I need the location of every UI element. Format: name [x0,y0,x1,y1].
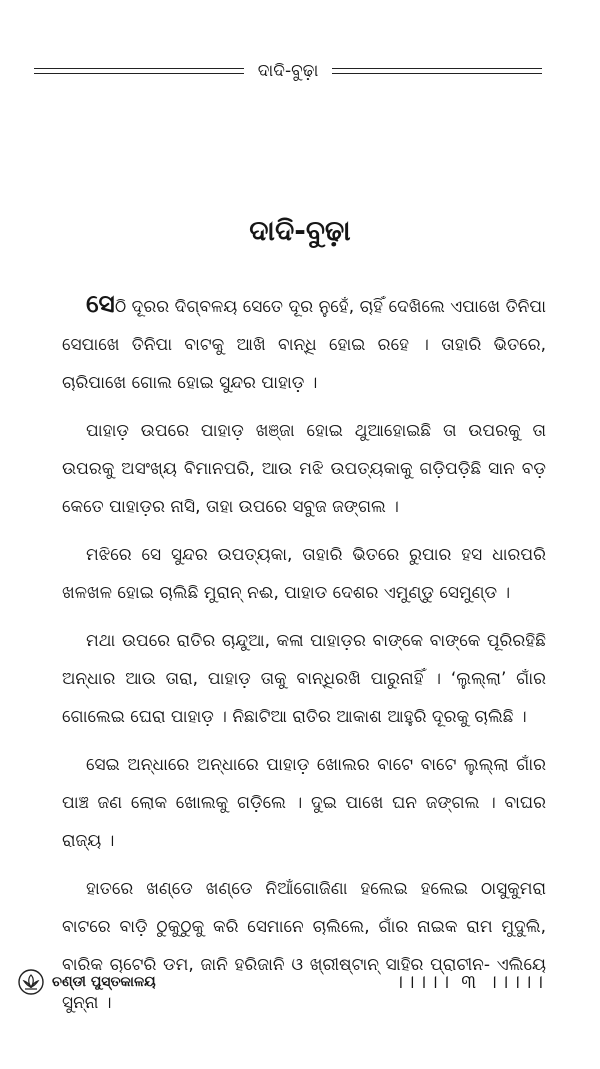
paragraph-text: ମଥା ଉପରେ ରାତିର ଚାନ୍ଦୁଆ, କଳା ପାହାଡ଼ର ବାଙ୍କେ ବାଙ୍କେ ପୂରିରହିଛି ଅନ୍ଧାର ଆଉ ତାରା, ପାହାଡ଼ ତାକୁ ବାନ୍ଧିରଖି ପାରୁନାହିଁ । ‘ଲୁଲ୍ଲା’ ଗାଁର ଗୋଲେଇ ଘେରା ପାହାଡ଼ । ନିଛାଟିଆ ରାତିର ଆକାଶ ଆହୁରି ଦୂରକୁ ଚାଲିଛି । [62,631,546,727]
chapter-title: ଦାଦି-ବୁଢ଼ା [249,214,351,247]
body-text [62,285,546,1032]
paragraph-text: ଠି ଦୂରର ଦିଗ୍‌ବଳୟ ସେତେ ଦୂର ନୁହେଁ, ଚାହିଁ ଦେଖିଲେ ଏପାଖେ ତିନିପା ସେପାଖେ ତିନିପା ବାଟକୁ ଆଖି ବାନ୍ଧି ହୋଇ ରହେ । ତାହାରି ଭିତରେ, ଚାରିପାଖେ ଗୋଲ ହୋଇ ସୁନ୍ଦର ପାହାଡ଼ । [62,297,546,393]
page-number: ।।।।। ୩ ।।।।। [394,971,546,993]
paragraph [62,285,546,402]
publisher-name: ଚଣ୍ଡୀ ପୁସ୍ତକାଳୟ [52,974,156,990]
running-header [34,58,542,84]
paragraph [62,412,546,526]
paragraph-text: ସେଇ ଅନ୍ଧାରେ ଅନ୍ଧାରେ ପାହାଡ଼ ଖୋଲର ବାଟେ ବାଟେ ଲୁଲ୍ଲା ଗାଁର ପାଞ୍ଚ ଜଣ ଲୋକ ଖୋଲକୁ ଗଡ଼ିଲେ । ଦୁଇ ପାଖେ ଘନ ଜଙ୍ଗଲ । ବାଘର ରାଜ୍ୟ । [62,755,546,851]
running-title: ଦାଦି-ବୁଢ଼ା [257,61,319,81]
paragraph-text: ମଝିରେ ସେ ସୁନ୍ଦର ଉପତ୍ୟକା, ତାହାରି ଭିତରେ ରୁପାର ହସ ଧାରପରି ଖଳଖଳ ହୋଇ ଚାଲିଛି ମୁରାନ୍ ନଈ, ପାହାଡ ଦେଶର ଏମୁଣ୍ଡୁ ସେମୁଣ୍ଡ । [62,545,546,603]
header-rule-right [332,68,542,74]
header-rule-left [34,68,244,74]
paragraph [62,622,546,736]
paragraph-text: ହାତରେ ଖଣ୍ଡେ ଖଣ୍ଡେ ନିଆଁଗୋଜିଣା ହଲେଇ ହଲେଇ ଠାସୁକୁମରା ବାଟରେ ବାଡ଼ି ଠୁକୁଠୁକୁ କରି ସେମାନେ ଚାଲିଲେ, ଗାଁର ନାଇକ ରାମ ମୁଦୁଲି, ବାରିକ ଚାଟେରି ଡମ, ଜାନି ହରିଜାନି ଓ ଖ୍ରୀଷ୍ଟାନ୍ ସାହିର ପ୍ରାଚୀନ- ଏଲିୟେ ସୁନ୍ନା । [62,879,546,1013]
dropcap: ସେ [86,289,115,318]
paragraph [62,746,546,860]
lotus-logo-icon [18,969,44,995]
publisher [18,969,156,995]
paragraph [62,536,546,612]
page-footer [18,962,546,1002]
paragraph-text: ପାହାଡ଼ ଉପରେ ପାହାଡ଼ ଖଞ୍ଜା ହୋଇ ଥୁଆହୋଇଛି ତା ଉପରକୁ ତା ଉପରକୁ ଅସଂଖ୍ୟ ବିମାନପରି, ଆଉ ମଝି ଉପତ୍ୟକାକୁ ଗଡ଼ିପଡ଼ିଛି ସାନ ବଡ଼ କେତେ ପାହାଡ଼ର ନାସି, ତାହା ଉପରେ ସବୁଜ ଜଙ୍ଗଲ । [62,421,546,517]
